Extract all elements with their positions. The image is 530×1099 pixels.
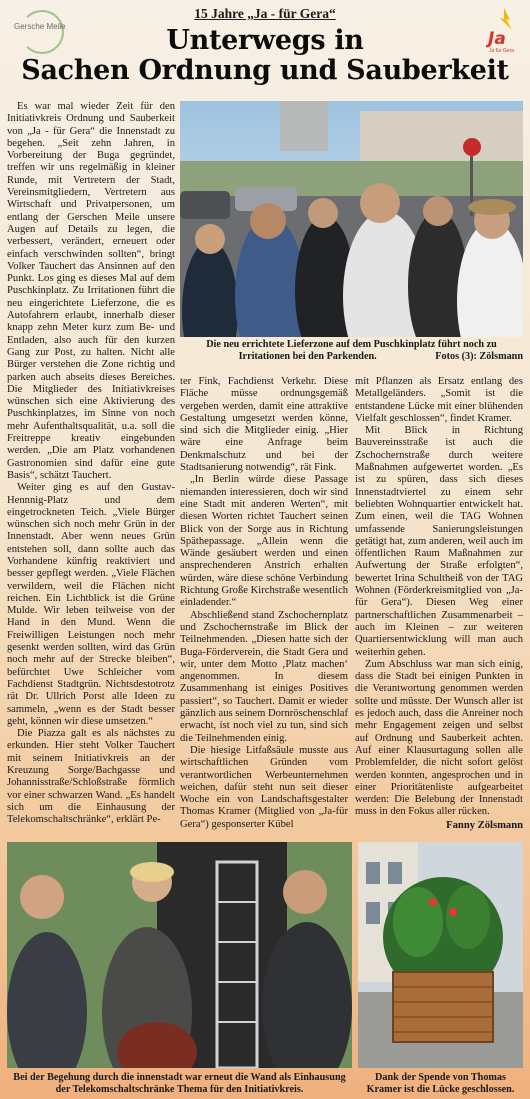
puschkinplatz-photo xyxy=(180,101,523,337)
headline-line-1: Unterwegs in xyxy=(166,25,364,56)
paragraph: Die hiesige Litfaßsäule musste aus wirtschaftlichen Gründen vom verantwortlichen Werbeunternehmen weichen, dafür steht nun seit dieser Woche ein von Landschaftsgestalter Thomas Kramer (Mitglied von „Ja-für Gera“) gesponserter Kübel xyxy=(180,744,348,830)
headline-line-2: Sachen Ordnung und Sauberkeit xyxy=(21,55,509,86)
telekom-wall-photo xyxy=(7,842,352,1068)
paragraph: Es war mal wieder Zeit für den Initiativkreis Ordnung und Sauberkeit von „Ja - für Gera“ die Innenstadt zu begehen. „Seit zehn Jahren, in Vorbereitung der Buga gegründet, treffen wir uns regelmäßig in kleiner Runde, mit Vertretern der Stadt, Vereinsmitgliedern, Vertretern aus Wirtschaft und Privatpersonen, um entlang der Gerschen Meile unsere Augen auf Details zu legen, die verbessert, verändert, erneuert oder einfach verschwinden sollten“, bringt Volker Tauchert das Ansinnen auf den Punkt. Los ging es dieses Mal auf dem Puschkinplatz. Zu Irritationen führt die neu eingerichtete Lieferzone, die es Autofahrern erlaubt, innerhalb dieser knapp zehn Meter kurz zum Be- und Entladen, also auch für den kurzen Gang zur Post, zu halten. Nicht alle Bürger verstehen die Zone richtig und parken auch abseits dieses Bereiches. Die Mitglieder des Initiativkreises wünschen sich eine Aktivierung des Puschkinplatzes, im Sinne von noch mehr Aufenthaltsqualität, u.a. soll die Freitreppe kreativ eingebunden werden. „Die am Platz vorhandenen Gastronomien sind dafür eine gute Basis“, schätzt Tauchert. xyxy=(7,101,175,481)
article-column-2 xyxy=(180,376,348,831)
article-column-3 xyxy=(355,376,523,832)
logo-left-text: Gersche Meile xyxy=(14,22,66,31)
paragraph: Zum Abschluss war man sich einig, dass die Stadt bei einigen Punkten in die Verantwortung genommen werden sollte und müsste. Der Wunsch aller ist es jedoch auch, dass die Anreiner noch mehr Engagement zeigen und selbst auf Ordnung und Sauberkeit achten. Auf einer Klausurtagung sollen alle Problemfelder, die nicht sofort gelöst werden konnten, angesprochen und in einer Prioritätenliste aufgearbeitet werden: Die Belebung der Innenstadt muss in den Fokus aller rücken. xyxy=(355,658,523,818)
article-column-1 xyxy=(7,101,175,827)
bottom-left-caption: Bei der Begehung durch die innenstadt war erneut die Wand als Einhausung der Telekomschaltschränke Thema für den Initiativkreis. xyxy=(13,1072,346,1095)
author-signature: Fanny Zölsmann xyxy=(446,819,523,831)
photo-credit: Fotos (3): Zölsmann xyxy=(435,350,523,362)
paragraph: Die Piazza galt es als nächstes zu erkunden. Hier steht Volker Tauchert mit seinem Initiativkreis an der Kreuzung Sorge/Bachgasse und Johannisstraße/Schloßstraße förmlich vor einer schwarzen Wand. „Es handelt sich um die Einhausung der Telekomschaltschränke“, erklärt Pe- xyxy=(7,728,175,826)
paragraph: Abschließend stand Zschochernplatz und Zschochernstraße im Blick der Teilnehmenden. „Diesen hatte sich der Buga-Förderverein, die Stadt Gera und wir, unter dem Motto ‚Platz machen‘ angenommen. In diesem Zusammenhang ist einiges Positives passiert“, so Tauchert. Damit er wieder gänzlich aus seinem Dornröschenschlaf erwacht, ist noch viel zu tun, sind sich die Teilnehmenden einig. xyxy=(180,609,348,744)
plant-planter-photo xyxy=(358,842,523,1068)
paragraph: Weiter ging es auf den Gustav-Hennnig-Platz und dem eingetrockneten Teich. „Viele Bürger wünschen sich noch mehr Grün in der Innenstadt. Aber wenn neues Grün entstehen soll, dann sollte auch das Vorhandene künftig reaktiviert und besser gepflegt werden. „Viele Flächen verwildern, weil die Flächen nicht reichen. Ein Lichtblick ist die Grüne Mulde. Wir leben teilweise von der Hand in den Mund. Wenn die Freiwilligen Leistungen noch mehr gesenkt werden sollten, wird das Grün noch mehr auf der Strecke bleiben“, befürchtet Uwe Schleicher vom Fachdienst Stadtgrün. Nichtsdestotrotz rät Dr. Ullrich Porst alle Ideen zu sammeln, „wenn es der Stadt besser geht, können wir diese umsetzen.“ xyxy=(7,482,175,727)
top-photo-caption xyxy=(180,339,523,362)
svg-text:Ja für Gera: Ja für Gera xyxy=(489,48,515,54)
paragraph: „In Berlin würde diese Passage niemanden interessieren, doch wir sind eine Stadt mit anderen Werten“, mit diesen Worten richtet Tauchert seinen Blick von der Sorge aus in Richtung Späthepassage. „Allein wenn die Wände gesäubert werden und einen ansprechenderen Anstrich erhalten würden, wäre diese schöne Verbindung Richtung Große Kirchstraße wesentlich einladender.“ xyxy=(180,474,348,609)
paragraph: mit Pflanzen als Ersatz entlang des Metallgeländers. „Somit ist die entstandene Lücke mit einer blühenden Vielfalt geschlossen“, findet Kramer. xyxy=(355,376,523,424)
bottom-right-caption: Dank der Spende von Thomas Kramer ist die Lücke geschlossen. xyxy=(366,1072,515,1095)
bottom-left-photo xyxy=(7,842,352,1068)
top-photo xyxy=(180,101,523,337)
caption-text: Die neu errichtete Lieferzone auf dem Puschkinplatz führt noch zu Irritationen bei den Parkenden. xyxy=(206,339,497,362)
paragraph: ter Fink, Fachdienst Verkehr. Diese Fläche müsse ordnungsgemäß vergeben werden, damit eine attraktive Gestaltung umgesetzt werden könne, sind sich die Mitglieder einig. „Hier wäre eine Anfrage beim Denkmalschutz und bei der Stadtsanierung notwendig“, rät Fink. xyxy=(180,376,348,474)
bottom-right-photo xyxy=(358,842,523,1068)
headline xyxy=(0,26,530,86)
kicker: 15 Jahre „Ja - für Gera“ xyxy=(194,6,336,21)
paragraph: Mit Blick in Richtung Bauvereinsstraße ist auch die Zschochernstraße durch weitere Maßnahmen aufgewertet worden. „Es ist zu spüren, dass sich dieses Innenstadtviertel zu einem sehr beliebten Wohnquartier entwickelt hat. Zum einen, weil die TAG Wohnen umfassende Sanierungsleistungen getätigt hat, zum anderen, weil auch im öffentlichen Raum Maßnahmen zur Aufwertung der Straße erfolgten“, bewertet Irina Schultheiß von der TAG Wohnen (Förderkreismitglied von „Ja-für Gera“). Diesen Weg einer partnerschaftlichen Zusammenarbeit – auch im Kleinen – zur weiteren Quartiersentwicklung will man auch weiterhin gehen. xyxy=(355,425,523,658)
svg-text:Ja: Ja xyxy=(488,29,506,49)
